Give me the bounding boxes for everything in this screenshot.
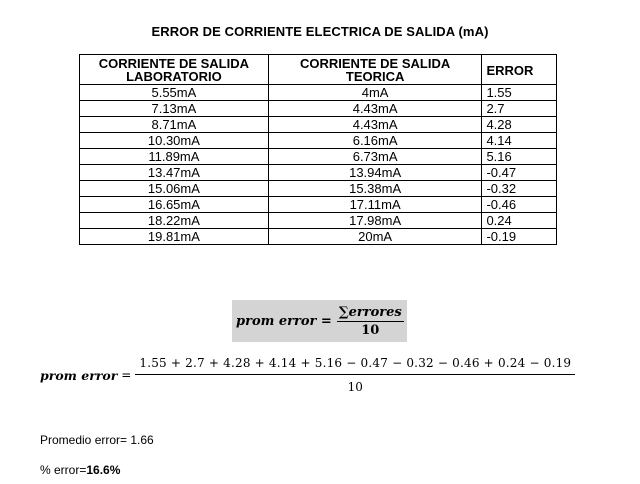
cell-error: -0.47 (482, 165, 557, 181)
percent-error-label: % error= (40, 463, 87, 477)
cell-teorica: 4.43mA (268, 117, 482, 133)
cell-laboratorio: 18.22mA (80, 213, 269, 229)
cell-error: -0.19 (482, 229, 557, 245)
header-laboratorio: CORRIENTE DE SALIDA LABORATORIO (80, 55, 269, 85)
cell-error: 4.28 (482, 117, 557, 133)
calculation-numerator: 1.55 + 2.7 + 4.28 + 4.14 + 5.16 − 0.47 − 0.32 − 0.46 + 0.24 − 0.19 (135, 356, 575, 375)
cell-error: 0.24 (482, 213, 557, 229)
header-teorica: CORRIENTE DE SALIDA TEORICA (268, 55, 482, 85)
cell-teorica: 15.38mA (268, 181, 482, 197)
error-table (79, 54, 557, 245)
table-row (80, 149, 557, 165)
cell-teorica: 13.94mA (268, 165, 482, 181)
cell-laboratorio: 15.06mA (80, 181, 269, 197)
cell-laboratorio: 11.89mA (80, 149, 269, 165)
cell-laboratorio: 5.55mA (80, 85, 269, 101)
formula-lhs: prom error = (236, 313, 332, 329)
calculation-fraction (135, 356, 575, 394)
cell-teorica: 4.43mA (268, 101, 482, 117)
calculation-lhs: prom error (40, 367, 118, 383)
table-row (80, 229, 557, 245)
average-calculation (40, 352, 600, 398)
cell-laboratorio: 7.13mA (80, 101, 269, 117)
cell-error: 4.14 (482, 133, 557, 149)
cell-error: 5.16 (482, 149, 557, 165)
table-header-row (80, 55, 557, 85)
cell-error: -0.46 (482, 197, 557, 213)
cell-error: 1.55 (482, 85, 557, 101)
table-row (80, 165, 557, 181)
formula-fraction (337, 305, 404, 338)
table-row (80, 213, 557, 229)
cell-teorica: 17.11mA (268, 197, 482, 213)
table-row (80, 117, 557, 133)
cell-laboratorio: 19.81mA (80, 229, 269, 245)
formula-numerator: ∑errores (338, 304, 402, 320)
cell-error: -0.32 (482, 181, 557, 197)
average-result: Promedio error= 1.66 (40, 433, 154, 447)
table-row (80, 85, 557, 101)
cell-teorica: 6.73mA (268, 149, 482, 165)
cell-laboratorio: 16.65mA (80, 197, 269, 213)
table-row (80, 133, 557, 149)
table-row (80, 197, 557, 213)
cell-laboratorio: 13.47mA (80, 165, 269, 181)
cell-error: 2.7 (482, 101, 557, 117)
cell-teorica: 17.98mA (268, 213, 482, 229)
cell-laboratorio: 8.71mA (80, 117, 269, 133)
percent-error-result (40, 463, 120, 477)
percent-error-value: 16.6% (86, 463, 121, 477)
cell-teorica: 20mA (268, 229, 482, 245)
cell-teorica: 6.16mA (268, 133, 482, 149)
header-error: ERROR (482, 55, 557, 85)
calculation-denominator: 10 (347, 380, 363, 394)
table-row (80, 181, 557, 197)
table-body (80, 85, 557, 245)
cell-teorica: 4mA (268, 85, 482, 101)
table-row (80, 101, 557, 117)
cell-laboratorio: 10.30mA (80, 133, 269, 149)
document-title: ERROR DE CORRIENTE ELECTRICA DE SALIDA (mA) (151, 24, 489, 39)
formula-denominator: 10 (361, 322, 380, 338)
calculation-equals: = (121, 368, 132, 382)
average-formula-box (232, 300, 407, 342)
